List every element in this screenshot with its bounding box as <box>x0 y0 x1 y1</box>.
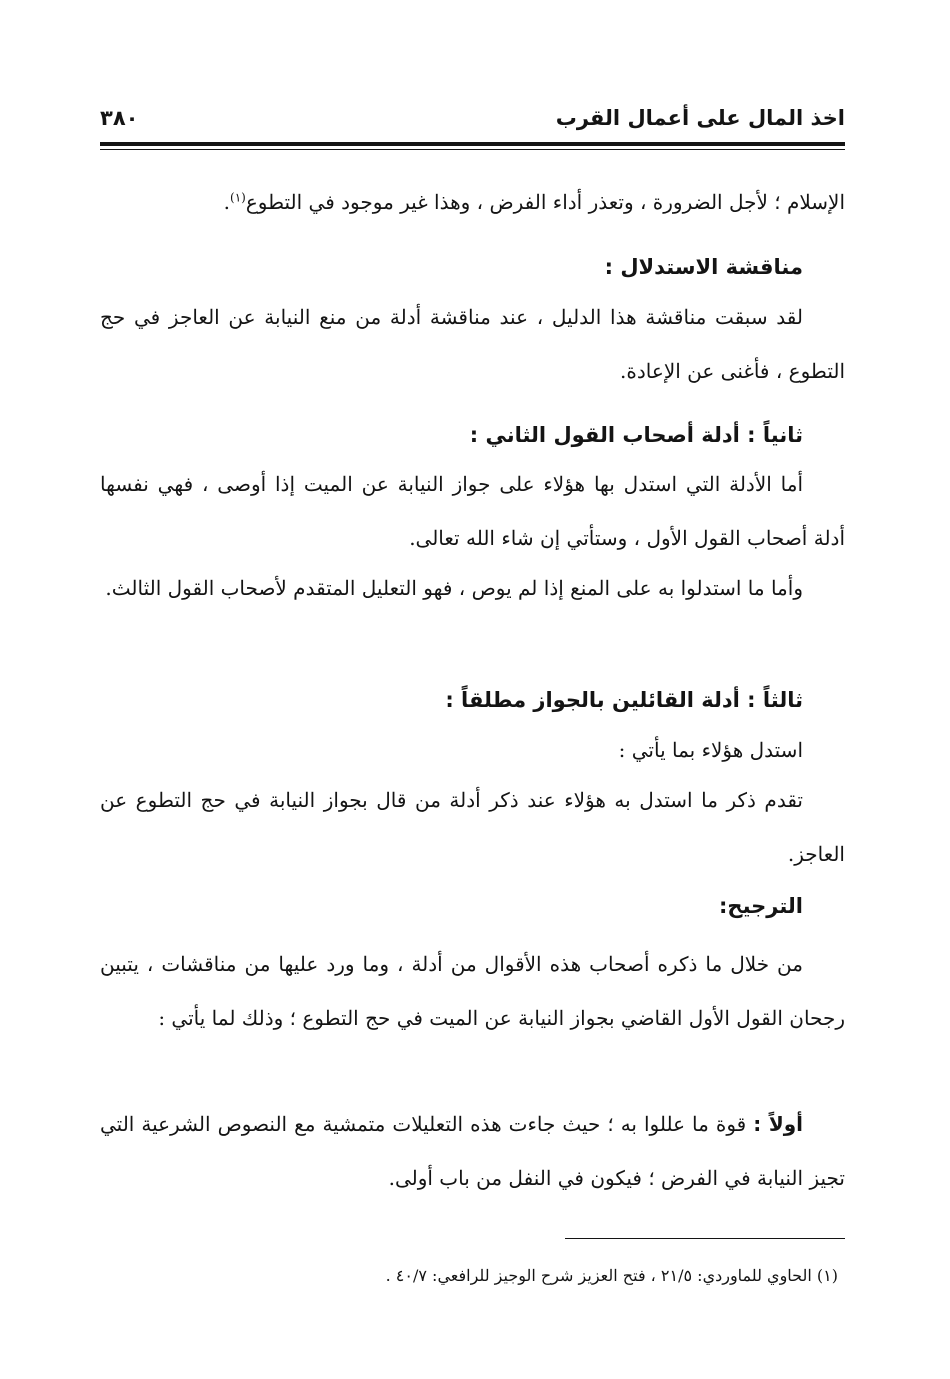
paragraph-1-end: . <box>223 190 231 214</box>
heading-second-opinion: ثانياً : أدلة أصحاب القول الثاني : <box>469 423 803 447</box>
paragraph-3: أما الأدلة التي استدل بها هؤلاء على جواز النيابة عن الميت إذا أوصى ، فهي نفسها أدلة أصحاب القول الأول ، وستأتي إن شاء الله تعالى. <box>100 472 845 550</box>
page-header <box>100 103 845 135</box>
paragraph-2: لقد سبقت مناقشة هذا الدليل ، عند مناقشة أدلة من منع النيابة عن العاجز في حج التطوع ، فأغنى عن الإعادة. <box>100 305 845 383</box>
paragraph-5: استدل هؤلاء بما يأتي : <box>618 738 803 762</box>
footnote-reference: (١) <box>230 190 246 205</box>
paragraph-6: تقدم ذكر ما استدل به هؤلاء عند ذكر أدلة من قال بجواز النيابة في حج التطوع عن العاجز. <box>100 788 845 866</box>
paragraph-8-text: قوة ما عللوا به ؛ حيث جاءت هذه التعليلات متمشية مع النصوص الشرعية التي تجيز النيابة في الفرض ؛ فيكون في النفل من باب أولى. <box>100 1112 845 1190</box>
footnote-separator <box>565 1238 845 1239</box>
paragraph-8 <box>100 1097 845 1205</box>
header-rule-thick <box>100 142 845 146</box>
heading-preference: الترجيح: <box>719 894 803 918</box>
paragraph-1 <box>100 175 845 229</box>
running-title: اخذ المال على أعمال القرب <box>555 106 845 130</box>
paragraph-1-text: الإسلام ؛ لأجل الضرورة ، وتعذر أداء الفرض ، وهذا غير موجود في التطوع <box>245 190 845 214</box>
header-rule-thin <box>100 149 845 150</box>
footnote: (١) الحاوي للماوردي: ٢١/٥ ، فتح العزيز شرح الوجيز للرافعي: ٤٠/٧ . <box>385 1266 838 1285</box>
heading-third-opinion: ثالثاً : أدلة القائلين بالجواز مطلقاً : <box>445 688 803 712</box>
paragraph-4: وأما ما استدلوا به على المنع إذا لم يوص ، فهو التعليل المتقدم لأصحاب القول الثالث. <box>105 576 803 600</box>
heading-discussion: مناقشة الاستدلال : <box>604 255 803 279</box>
paragraph-8-lead: أولاً : <box>753 1112 803 1136</box>
page-number: ٣٨٠ <box>100 106 139 130</box>
paragraph-7: من خلال ما ذكره أصحاب هذه الأقوال من أدلة ، وما ورد عليها من مناقشات ، يتبين رجحان القول الأول القاضي بجواز النيابة عن الميت في حج التطوع ؛ وذلك لما يأتي : <box>100 952 845 1030</box>
